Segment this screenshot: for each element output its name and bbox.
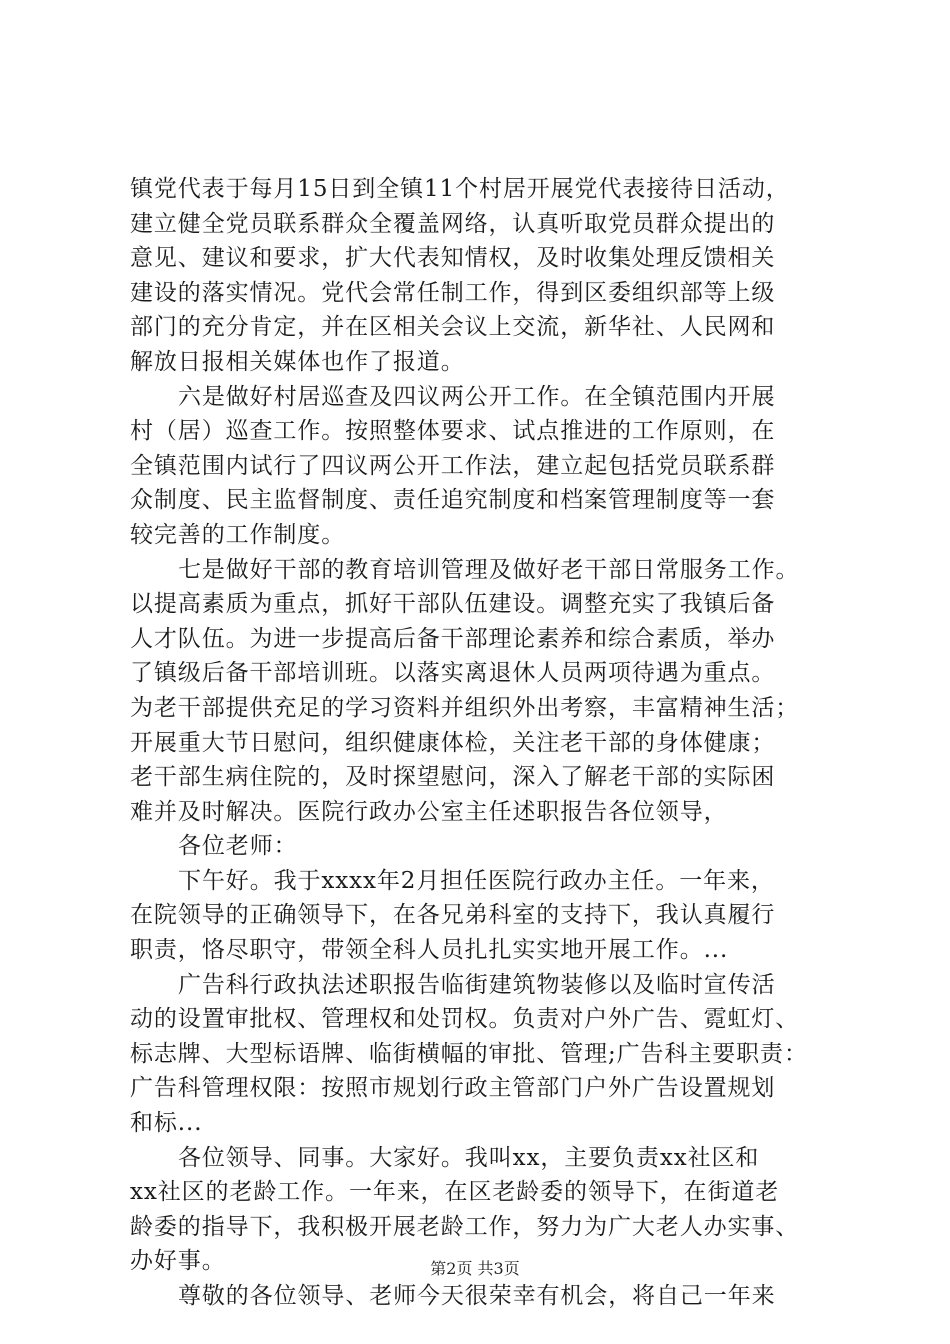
text-line: 较完善的工作制度。 (130, 521, 346, 548)
text-line: 各位老师： (178, 833, 298, 860)
text-line: 广告科管理权限：按照市规划行政主管部门户外广告设置规划 (130, 1075, 776, 1102)
text-line: 难并及时解决。医院行政办公室主任述职报告各位领导， (130, 798, 728, 825)
text-line: 广告科行政执法述职报告临街建筑物装修以及临时宣传活 (178, 971, 776, 998)
text-line: 办好事。 (130, 1248, 226, 1275)
text-line: 意见、建议和要求，扩大代表知情权，及时收集处理反馈相关 (130, 245, 776, 272)
text-line: 动的设置审批权、管理权和处罚权。负责对户外广告、霓虹灯、 (130, 1006, 800, 1033)
text-line: 下午好。我于xxxx年2月担任医院行政办主任。一年来， (178, 867, 775, 894)
page-footer: 第2页 共3页 (430, 1259, 520, 1278)
text-line: 众制度、民主监督制度、责任追究制度和档案管理制度等一套 (130, 487, 776, 514)
text-line: 全镇范围内试行了四议两公开工作法，建立起包括党员联系群 (130, 452, 776, 479)
text-line: 建设的落实情况。党代会常任制工作，得到区委组织部等上级 (130, 279, 776, 306)
text-line: 人才队伍。为进一步提高后备干部理论素养和综合素质，举办 (130, 625, 776, 652)
text-line: 龄委的指导下，我积极开展老龄工作，努力为广大老人办实事、 (130, 1213, 800, 1240)
text-line: 七是做好干部的教育培训管理及做好老干部日常服务工作。 (178, 556, 800, 583)
text-line: 标志牌、大型标语牌、临街横幅的审批、管理;广告科主要职责： (130, 1040, 808, 1067)
text-line: 开展重大节日慰问，组织健康体检，关注老干部的身体健康； (130, 729, 776, 756)
text-line: 镇党代表于每月15日到全镇11个村居开展党代表接待日活动， (130, 176, 790, 202)
text-line: 部门的充分肯定，并在区相关会议上交流，新华社、人民网和 (130, 314, 776, 341)
text-line: 了镇级后备干部培训班。以落实离退休人员两项待遇为重点。 (130, 660, 776, 687)
text-line: 老干部生病住院的，及时探望慰问，深入了解老干部的实际困 (130, 764, 776, 791)
document-body (130, 172, 830, 1314)
text-line: 解放日报相关媒体也作了报道。 (130, 348, 465, 375)
text-line: 在院领导的正确领导下，在各兄弟科室的支持下，我认真履行 (130, 902, 776, 929)
text-line: 职责，恪尽职守，带领全科人员扎扎实实地开展工作。... (130, 937, 729, 964)
text-line: 尊敬的各位领导、老师今天很荣幸有机会，将自己一年来 (178, 1283, 776, 1309)
text-line: 六是做好村居巡查及四议两公开工作。在全镇范围内开展 (178, 383, 776, 410)
text-line: xx社区的老龄工作。一年来，在区老龄委的领导下，在街道老 (130, 1179, 780, 1206)
text-line: 各位领导、同事。大家好。我叫xx，主要负责xx社区和 (178, 1144, 760, 1171)
text-line: 以提高素质为重点，抓好干部队伍建设。调整充实了我镇后备 (130, 591, 776, 618)
text-line: 为老干部提供充足的学习资料并组织外出考察，丰富精神生活； (130, 694, 800, 721)
text-line: 和标... (130, 1110, 203, 1137)
text-line: 建立健全党员联系群众全覆盖网络，认真听取党员群众提出的 (130, 210, 776, 237)
text-line: 村（居）巡查工作。按照整体要求、试点推进的工作原则，在 (130, 418, 776, 445)
